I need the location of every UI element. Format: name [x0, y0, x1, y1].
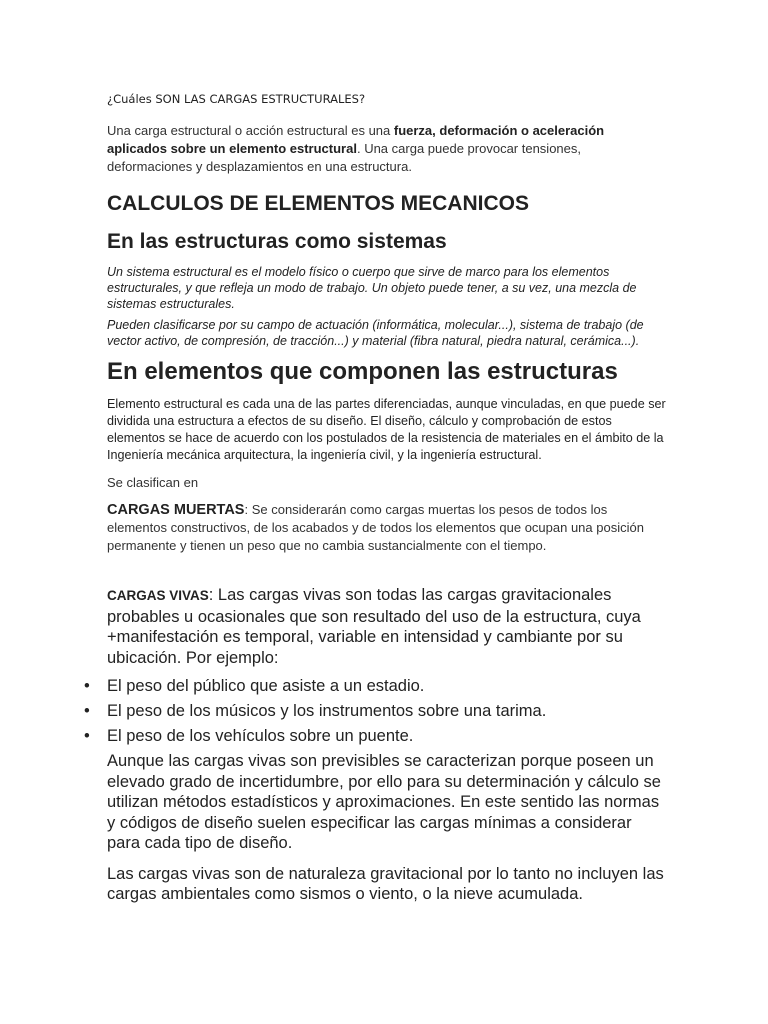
examples-list — [107, 674, 667, 749]
intro-text: Una carga estructural o acción estructural es una — [107, 123, 394, 138]
list-item: • El peso de los vehículos sobre un puente. — [107, 724, 667, 749]
list-item: • El peso del público que asiste a un estadio. — [107, 674, 667, 699]
live-loads-paragraph-3: Las cargas vivas son de naturaleza gravitacional por lo tanto no incluyen las cargas ambientales como sismos o viento, o la nieve acumulada. — [107, 864, 664, 903]
dead-loads-label: CARGAS MUERTAS — [107, 502, 245, 518]
heading-systems: En las estructuras como sistemas — [107, 230, 447, 253]
heading-elements: En elementos que componen las estructuras — [107, 358, 618, 385]
intro-paragraph — [107, 122, 667, 176]
dead-loads-text: : Se considerarán como cargas muertas los pesos de todos los elementos constructivos, de los acabados y de todos los elementos que ocupan una posición permanente y tienen un peso que no cambia sustancialmente con el tiempo. — [107, 502, 644, 553]
systems-paragraph-2: Pueden clasificarse por su campo de actuación (informática, molecular...), sistema de trabajo (de vector activo, de compresión, de tracción...) y material (fibra natural, piedra natural, cerámica...). — [107, 318, 644, 348]
dead-loads-paragraph — [107, 501, 667, 555]
heading-main: CALCULOS DE ELEMENTOS MECANICOS — [107, 192, 529, 215]
intro-bold: fuerza, deformación o aceleración aplicados sobre un elemento estructural — [107, 123, 605, 156]
document-page — [107, 92, 667, 905]
live-loads-paragraph — [107, 585, 667, 668]
classified-text: Se clasifican en — [107, 475, 199, 490]
intro-text-end: . Una carga puede provocar tensiones, deformaciones y desplazamientos en una estructura. — [107, 141, 581, 174]
live-loads-label: CARGAS VIVAS — [107, 588, 209, 603]
systems-paragraph-1: Un sistema estructural es el modelo físico o cuerpo que sirve de marco para los elementos estructurales, y que refleja un modo de trabajo. Un objeto puede tener, a su vez, una mezcla de sistemas estructurales. — [107, 265, 637, 311]
live-loads-paragraph-2: Aunque las cargas vivas son previsibles se caracterizan porque poseen un elevado grado de incertidumbre, por ello para su determinación y cálculo se utilizan métodos estadísticos y aproximaciones. En este sentido las normas y códigos de diseño suelen especificar las cargas mínimas a considerar para cada tipo de diseño. — [107, 752, 661, 852]
elements-paragraph: Elemento estructural es cada una de las partes diferenciadas, aunque vinculadas, en que puede ser dividida una estructura a efectos de su diseño. El diseño, cálculo y comprobación de estos elementos se hace de acuerdo con los postulados de la resistencia de materiales en el ámbito de la Ingeniería mecánica arquitectura, la ingeniería civil, y la ingeniería estructural. — [107, 397, 666, 462]
question-heading: ¿Cuáles SON LAS CARGAS ESTRUCTURALES? — [107, 92, 366, 106]
live-loads-text: : Las cargas vivas son todas las cargas gravitacionales probables u ocasionales que son resultado del uso de la estructura, cuya +manifestación es temporal, variable en intensidad y cambiante por su ubicación. Por ejemplo: — [107, 586, 641, 667]
list-item: • El peso de los músicos y los instrumentos sobre una tarima. — [107, 699, 667, 724]
